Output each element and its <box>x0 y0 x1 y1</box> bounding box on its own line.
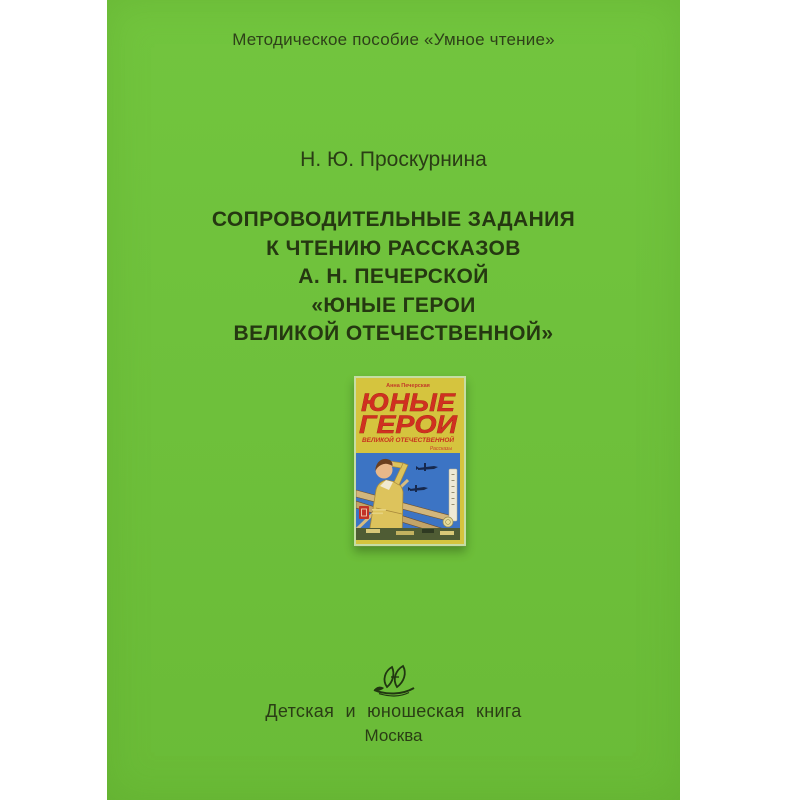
ground-strip <box>356 528 460 540</box>
cover-author-text: Анна Печерская <box>386 383 430 389</box>
inner-book-cover-art <box>356 378 460 540</box>
author-name: Н. Ю. Проскурнина <box>300 148 487 171</box>
publisher-name: Детская и юношеская книга <box>265 701 522 721</box>
cover-title-line2: ГЕРОИ <box>359 411 459 439</box>
cover-genre-text: Рассказы <box>429 446 452 452</box>
green-book-cover <box>107 0 680 800</box>
title-line-1: СОПРОВОДИТЕЛЬНЫЕ ЗАДАНИЯ <box>211 208 576 231</box>
title-line-5: ВЕЛИКОЙ ОТЕЧЕСТВЕННОЙ» <box>233 322 554 345</box>
publisher-logo-icon <box>372 664 416 698</box>
title-line-2: К ЧТЕНИЮ РАССКАЗОВ <box>266 236 521 260</box>
publisher-city: Москва <box>364 726 423 745</box>
round-stamp <box>443 517 453 527</box>
book-title <box>107 206 680 349</box>
publisher-block <box>107 664 680 746</box>
inner-book-cover-thumbnail <box>354 376 466 546</box>
title-line-4: «ЮНЫЕ ГЕРОИ <box>311 293 476 317</box>
cover-subtitle: ВЕЛИКОЙ ОТЕЧЕСТВЕННОЙ <box>362 437 455 444</box>
series-strip <box>449 469 457 521</box>
series-header: Методическое пособие «Умное чтение» <box>232 30 555 49</box>
cover-title-line1: ЮНЫЕ <box>361 389 457 417</box>
title-line-3: А. Н. ПЕЧЕРСКОЙ <box>298 265 489 288</box>
